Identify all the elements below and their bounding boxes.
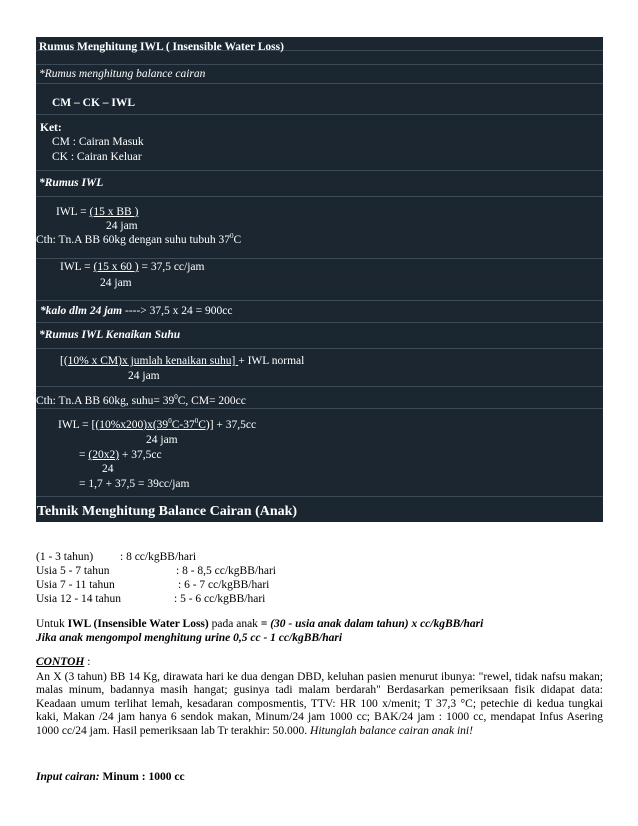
example-2-step-2-denominator: 24 — [102, 463, 114, 475]
divider — [36, 496, 603, 497]
divider — [36, 64, 603, 65]
example-1-calc: IWL = (15 x 60 ) = 37,5 cc/jam — [60, 261, 205, 273]
example-1: Cth: Tn.A BB 60kg dengan suhu tubuh $37^0C$ — [36, 232, 242, 246]
divider — [36, 170, 603, 171]
example-2-step-3: = 1,7 + 37,5 = 39cc/jam — [79, 478, 190, 490]
contoh-heading: CONTOH : — [36, 656, 91, 668]
divider — [36, 196, 603, 197]
iwl-formula: IWL = (15 x BB ) — [56, 206, 139, 218]
ket-cm: CM : Cairan Masuk — [52, 136, 144, 148]
example-2-denominator: 24 jam — [146, 434, 178, 446]
section-2-title: Tehnik Menghitung Balance Cairan (Anak) — [37, 504, 298, 519]
iwl-child-formula: Untuk IWL (Insensible Water Loss) pada anak = (30 - usia anak dalam tahun) x cc/kgBB/hari — [36, 618, 484, 630]
example-2-step-2: = (20x2) + 37,5cc — [79, 449, 162, 461]
divider — [36, 348, 603, 349]
temp-formula-title: *Rumus IWL Kenaikan Suhu — [39, 329, 181, 341]
kalo-note: *kalo dlm 24 jam ----> 37,5 x 24 = 900cc — [40, 305, 233, 317]
iwl-formula-denominator: 24 jam — [106, 220, 138, 232]
divider — [36, 114, 603, 115]
divider — [36, 386, 603, 387]
example-2-calc: IWL = $[(10\%x200)x(39^0C-37^0C)] + 37,5cc$ — [58, 417, 257, 431]
divider — [36, 258, 603, 259]
formula-panel — [36, 37, 603, 522]
contoh-body: An X (3 tahun) BB 14 Kg, dirawata hari ke dua dengan DBD, keluhan pasien menurut ibunya: "rewel, tidak nafsu makan; malas minum, badannya masih hangat; gusinya tadi malam berdarah" Berdasarkan pemeriksaan fisik didapat data: Keadaan umum terlihat lemah, kesadaran composmentis, TTV: HR 100 x/menit; T 37,3 °C; petechie di kedua tungkai kaki, Makan /24 jam hanya 6 sendok makan, Minum/24 jam 1000 cc; BAK/24 jam : 1000 cc, mendapat Infus Asering 1000 cc/24 jam. Hasil pemeriksaan lab Tr terakhir: 50.000. Hitunglah balance cairan anak ini! — [36, 671, 603, 737]
input-cairan: Input cairan: Minum : 1000 cc — [36, 771, 185, 783]
divider — [36, 322, 603, 323]
divider — [36, 300, 603, 301]
example-2: Cth: Tn.A BB 60kg, suhu= $39^0C$, CM= 200cc — [36, 393, 246, 407]
temp-formula-denominator: 24 jam — [128, 370, 160, 382]
balance-formula-title: *Rumus menghitung balance cairan — [39, 68, 206, 80]
balance-formula: CM – CK – IWL — [52, 97, 136, 109]
divider — [36, 408, 603, 409]
ket-label: Ket: — [40, 122, 62, 134]
ket-ck: CK : Cairan Keluar — [52, 151, 142, 163]
temp-formula: [(10% x CM)x jumlah kenaikan suhu] + IWL normal — [60, 355, 305, 367]
divider — [36, 83, 603, 84]
mengompol-note: Jika anak mengompol menghitung urine 0,5 cc - 1 cc/kgBB/hari — [36, 632, 343, 644]
iwl-title: Rumus Menghitung IWL ( Insensible Water Loss) — [39, 41, 284, 53]
example-1-calc-denominator: 24 jam — [100, 277, 132, 289]
iwl-formula-title: *Rumus IWL — [39, 177, 104, 189]
